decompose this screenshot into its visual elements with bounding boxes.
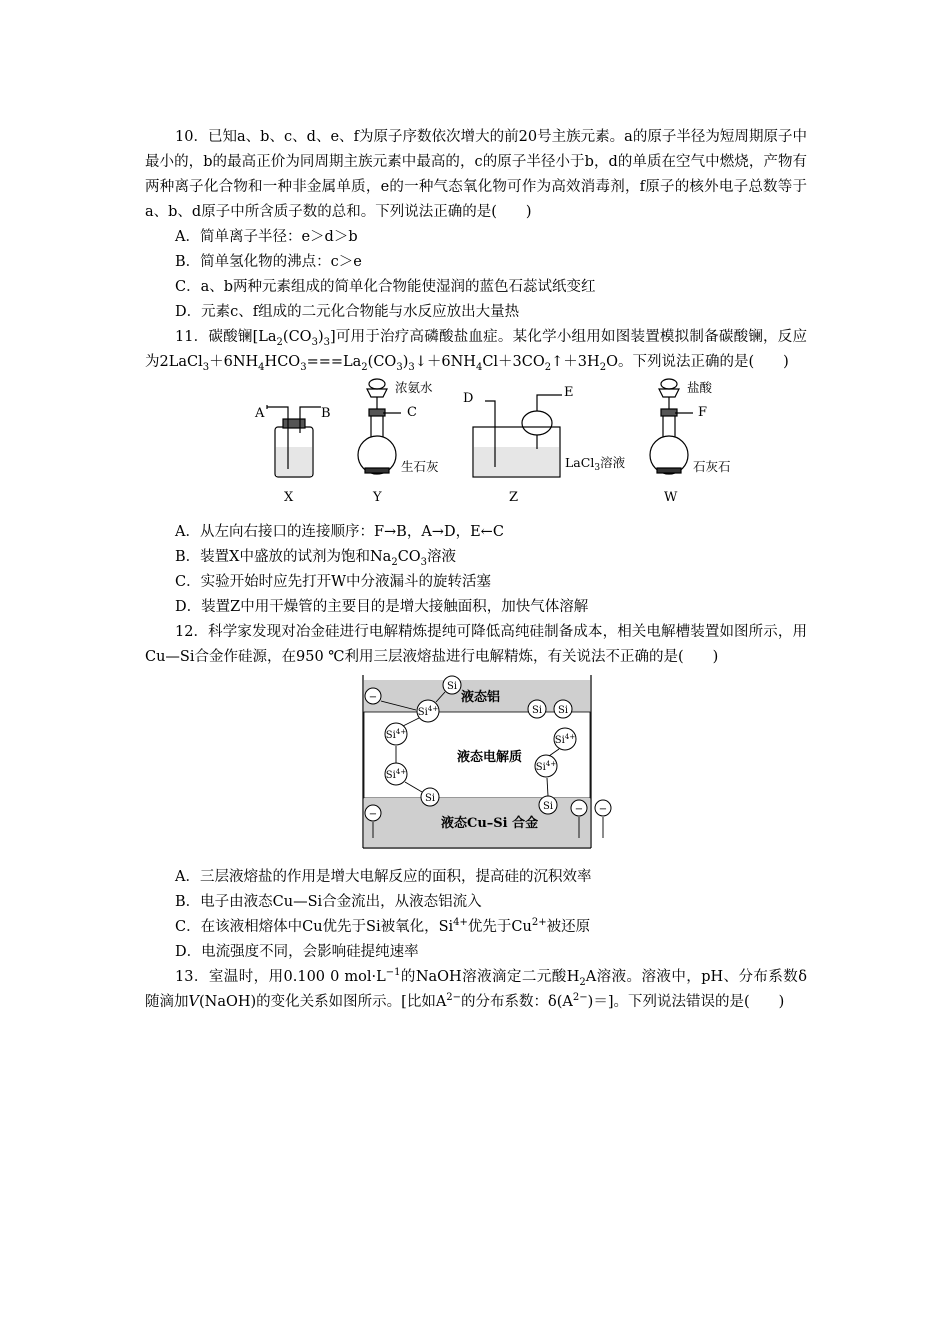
label-f: F (698, 405, 708, 420)
si-atom-5: Si (542, 801, 554, 812)
electron-3: − (574, 804, 584, 815)
si-atom-4: Si (424, 793, 436, 804)
caption-z: Z (509, 490, 519, 505)
label-ammonia: 浓氨水 (395, 380, 433, 395)
si4-ion-1: $Si^{4+}$ (417, 705, 439, 718)
trough-z (473, 395, 562, 477)
si-atom-1: Si (446, 681, 458, 692)
si4-ion-2: $Si^{4+}$ (385, 728, 407, 741)
q12-option-b: B．电子由液态Cu—Si合金流出，从液态铝流入 (175, 894, 482, 910)
label-quicklime: 生石灰 (401, 459, 439, 474)
label-hcl: 盐酸 (687, 380, 713, 395)
q13-stem: 13．室温时，用0.100 0 $mol\cdot L^{-1}$的NaOH溶液滴定二元酸$H_2A$溶液。溶液中，pH、分布系数δ随滴加V(NaOH)的变化关系如图所示。[比如$A^{2-}$的分布系数：$\delta(A^{2-})=$]。下列说法错误的是( ) (145, 967, 807, 1010)
q10-option-b: B．简单氢化物的沸点：c＞e (175, 254, 362, 270)
q12-option-a: A．三层液熔盐的作用是增大电解反应的面积，提高硅的沉积效率 (175, 869, 592, 885)
label-electrolyte: 液态电解质 (457, 750, 523, 765)
label-d: D (463, 391, 474, 406)
q10-stem: 10．已知a、b、c、d、e、f为原子序数依次增大的前20号主族元素。a的原子半径为短周期原子中最小的，b的最高正价为同周期主族元素中最高的，c的原子半径小于b，d的单质在空气中燃烧，产物有两种离子化合物和一种非金属单质，e的一种气态氧化物可作为高效消毒剂，f原子的核外电子总数等于a、b、d原子中所含质子数的总和。下列说法正确的是( ) (145, 129, 807, 220)
electron-1: − (368, 692, 378, 703)
bottle-x (267, 405, 321, 477)
q10-option-a: A．简单离子半径：e＞d＞b (175, 229, 358, 245)
label-a: A (255, 406, 265, 421)
label-c: C (407, 405, 417, 420)
si4-ion-5: $Si^{4+}$ (385, 768, 407, 781)
si4-ion-3: $Si^{4+}$ (554, 733, 576, 746)
caption-x: X (284, 490, 294, 505)
label-e: E (564, 385, 574, 400)
label-cu-si-alloy: 液态Cu–Si 合金 (441, 816, 539, 831)
q11-option-c: C．实验开始时应先打开W中分液漏斗的旋转活塞 (175, 574, 491, 590)
electrolysis-figure (145, 670, 807, 865)
electrolysis-cell (145, 670, 807, 865)
caption-y: Y (373, 490, 382, 505)
q11-option-a: A．从左向右接口的连接顺序：F→B，A→D，E←C (175, 524, 504, 540)
apparatus-figure (145, 375, 807, 520)
label-liquid-aluminum: 液态铝 (461, 690, 501, 705)
label-lacl3: LaCl$_3$溶液 (565, 455, 626, 473)
electron-4: − (598, 804, 608, 815)
caption-w: W (664, 490, 678, 505)
q12-option-d: D．电流强度不同，会影响硅提纯速率 (175, 944, 419, 960)
apparatus-diagram (145, 375, 807, 520)
electron-2: − (368, 809, 378, 820)
label-limestone: 石灰石 (693, 459, 731, 474)
q12-stem: 12．科学家发现对冶金硅进行电解精炼提纯可降低高纯硅制备成本，相关电解槽装置如图所示，用Cu—Si合金作硅源，在950 ℃利用三层液熔盐进行电解精炼，有关说法不正确的是( ) (145, 624, 807, 665)
q10-option-d: D．元素c、f组成的二元化合物能与水反应放出大量热 (175, 304, 520, 320)
exam-page (145, 125, 807, 1015)
si4-ion-4: $Si^{4+}$ (535, 760, 557, 773)
si-atom-2: Si (531, 705, 543, 716)
q12-option-c: C．在该液相熔体中Cu优先于Si被氧化，$Si^{4+}$优先于$Cu^{2+}$被还原 (175, 917, 591, 935)
label-b: B (321, 406, 331, 421)
si-atom-3: Si (557, 705, 569, 716)
q11-stem: 11．碳酸镧$[La_2(CO_3)_3]$可用于治疗高磷酸盐血症。某化学小组用如图装置模拟制备碳酸镧，反应为$2LaCl_3+6NH_4HCO_3===La_2(CO_3)_3↓+6NH_4Cl+3CO_2↑+3H_2O$。下列说法正确的是( ) (145, 329, 808, 373)
q11-option-d: D．装置Z中用干燥管的主要目的是增大接触面积，加快气体溶解 (175, 599, 589, 615)
q11-option-b: B．装置X中盛放的试剂为饱和$Na_2CO_3$溶液 (175, 549, 457, 568)
q10-option-c: C．a、b两种元素组成的简单化合物能使湿润的蓝色石蕊试纸变红 (175, 279, 596, 295)
